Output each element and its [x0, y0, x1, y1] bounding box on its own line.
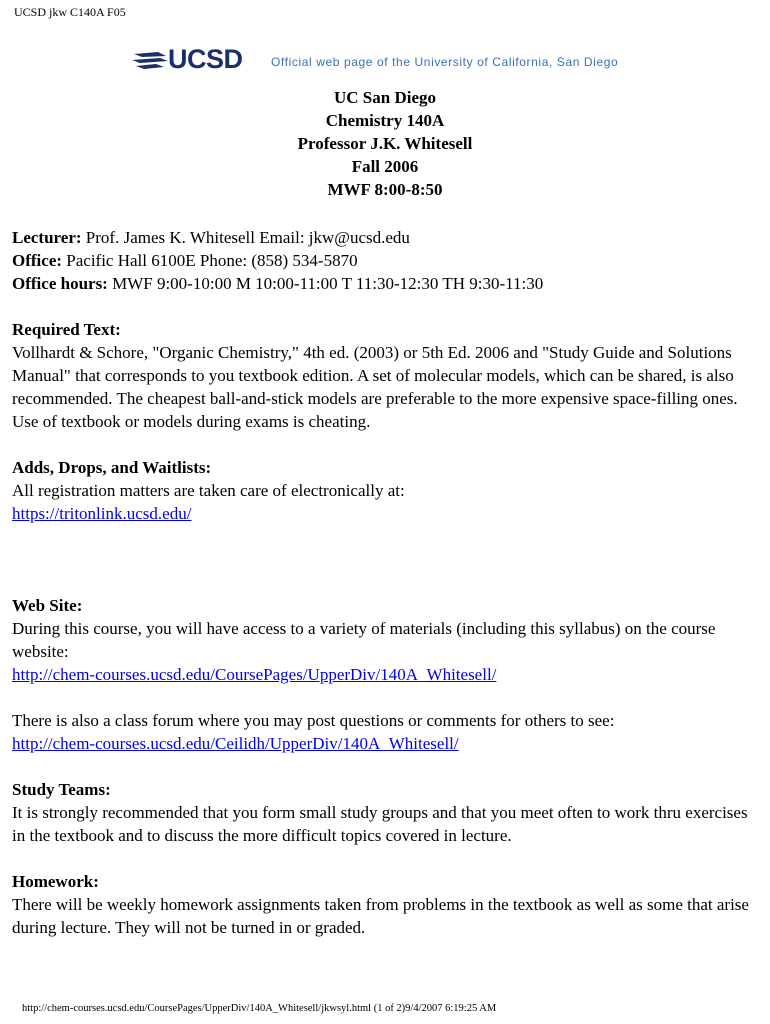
- adds-drops-heading: Adds, Drops, and Waitlists:: [12, 458, 212, 477]
- page-footer: http://chem-courses.ucsd.edu/CoursePages/UpperDiv/140A_Whitesell/jkwsyl.html (1 of 2)9/4/2007 6:19:25 AM: [22, 1003, 497, 1014]
- title-line: Chemistry 140A: [325, 111, 445, 130]
- web-site-heading: Web Site:: [12, 596, 83, 615]
- syllabus-content: [12, 226, 752, 939]
- logo-text: UCSD: [168, 44, 243, 74]
- lecturer-line: [12, 226, 752, 249]
- study-teams-body: It is strongly recommended that you form small study groups and that you meet often to work thru exercises in the textbook and to discuss the more difficult topics covered in lecture.: [12, 803, 748, 845]
- class-forum-link[interactable]: http://chem-courses.ucsd.edu/Ceilidh/UpperDiv/140A_Whitesell/: [12, 734, 459, 753]
- title-line: Professor J.K. Whitesell: [297, 134, 473, 153]
- ucsd-logo[interactable]: [132, 46, 243, 73]
- page-header: UCSD jkw C140A F05: [14, 5, 126, 19]
- office-hours-label: Office hours:: [12, 274, 108, 293]
- ucsd-banner[interactable]: [132, 46, 732, 74]
- homework-body: There will be weekly homework assignments taken from problems in the textbook as well as some that arise during lecture. They will not be turned in or graded.: [12, 895, 749, 937]
- homework-heading: Homework:: [12, 872, 99, 891]
- office-line: [12, 249, 752, 272]
- web-site-body: During this course, you will have access to a variety of materials (including this syllabus) on the course website:: [12, 619, 716, 661]
- banner-tagline: Official web page of the University of California, San Diego: [271, 55, 619, 69]
- title-line: MWF 8:00-8:50: [327, 180, 443, 199]
- required-text-heading: Required Text:: [12, 320, 121, 339]
- office-value: Pacific Hall 6100E Phone: (858) 534-5870: [62, 251, 358, 270]
- adds-drops-body: All registration matters are taken care of electronically at:: [12, 481, 405, 500]
- office-hours-value: MWF 9:00-10:00 M 10:00-11:00 T 11:30-12:30 TH 9:30-11:30: [107, 274, 544, 293]
- required-text-body: Vollhardt & Schore, "Organic Chemistry," 4th ed. (2003) or 5th Ed. 2006 and "Study Guide and Solutions Manual" that corresponds to you textbook edition. A set of molecular models, which can be shared, is also recommended. The cheapest ball-and-stick models are preferable to the more expensive space-filling ones. Use of textbook or models during exams is cheating.: [12, 343, 738, 431]
- course-website-link[interactable]: http://chem-courses.ucsd.edu/CoursePages/UpperDiv/140A_Whitesell/: [12, 665, 497, 684]
- study-teams-heading: Study Teams:: [12, 780, 111, 799]
- trident-icon: [132, 49, 168, 71]
- office-hours-line: [12, 272, 752, 295]
- title-line: UC San Diego: [333, 88, 436, 107]
- tritonlink-link[interactable]: https://tritonlink.ucsd.edu/: [12, 504, 192, 523]
- title-line: Fall 2006: [351, 157, 419, 176]
- lecturer-value: Prof. James K. Whitesell Email: jkw@ucsd.edu: [81, 228, 410, 247]
- forum-body: There is also a class forum where you may post questions or comments for others to see:: [12, 711, 615, 730]
- lecturer-label: Lecturer:: [12, 228, 82, 247]
- office-label: Office:: [12, 251, 63, 270]
- course-title-block: [0, 86, 770, 201]
